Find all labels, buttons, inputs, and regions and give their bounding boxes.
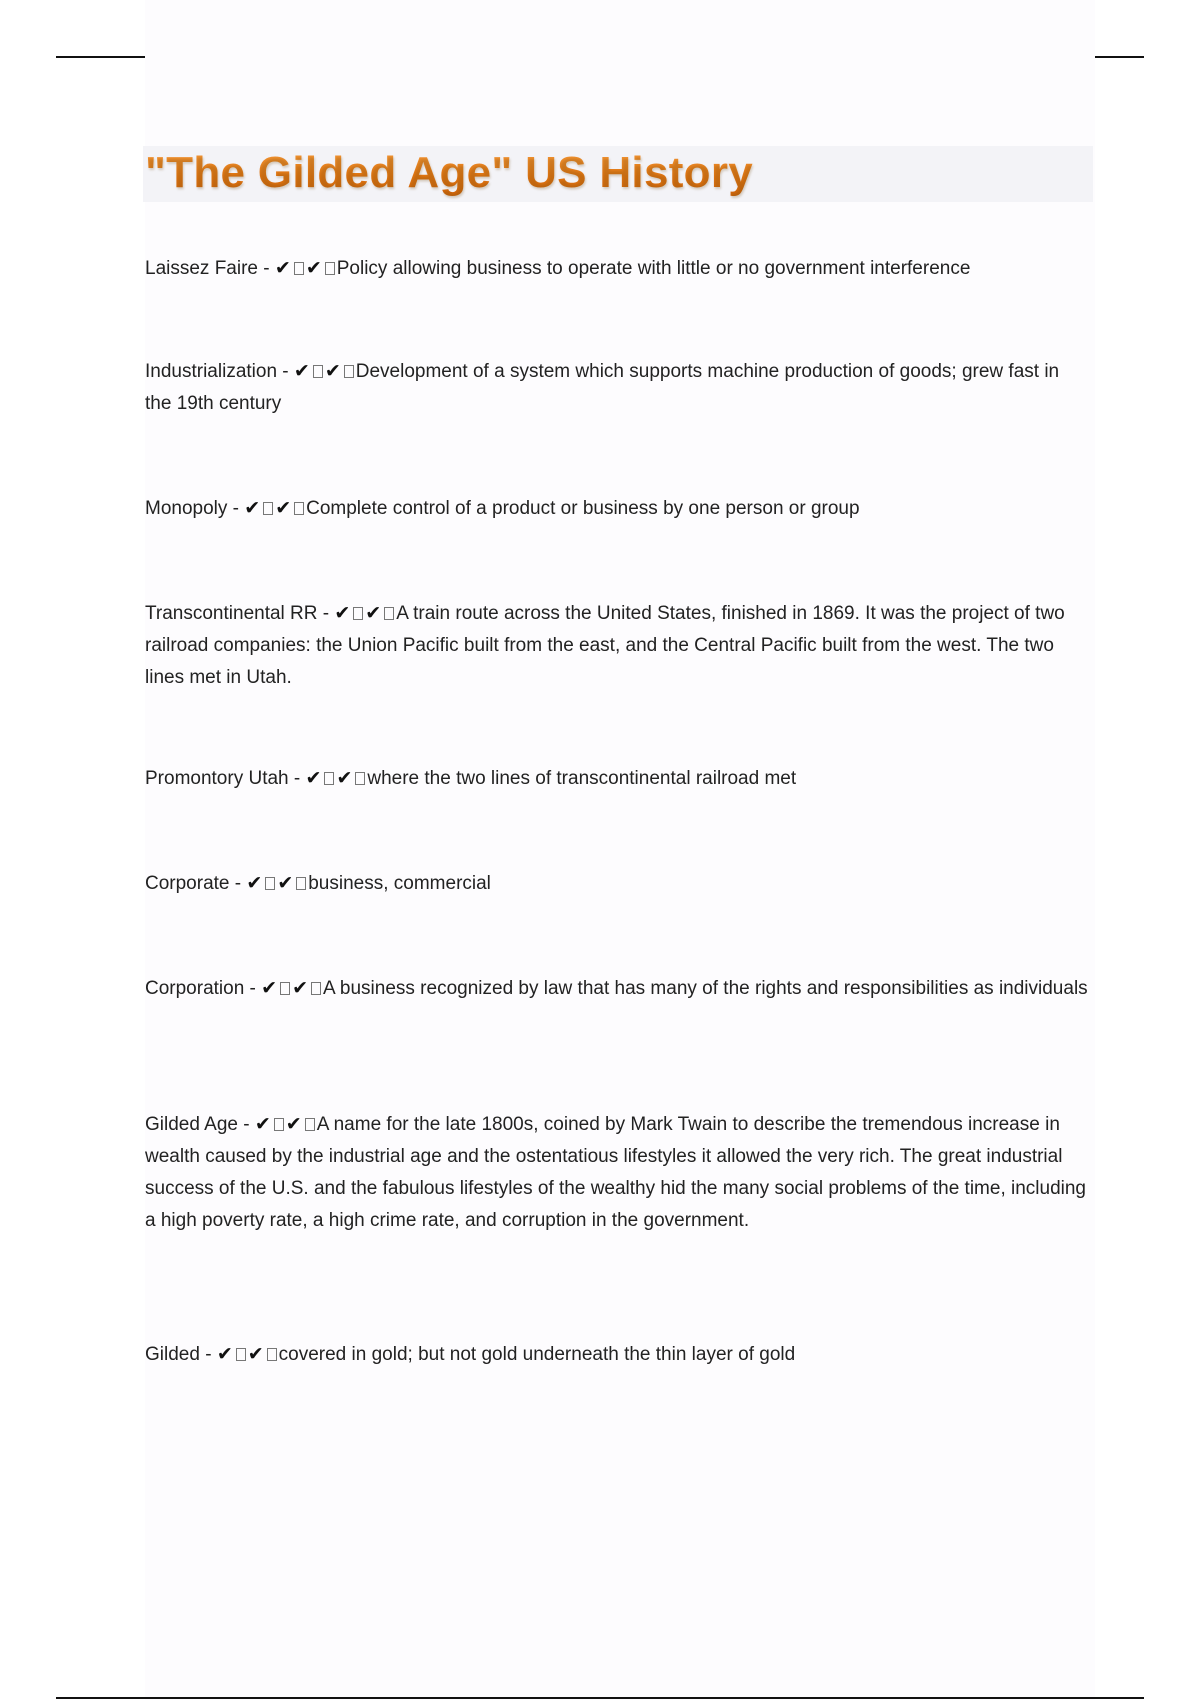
checkmark-icon: ✔ [247, 1343, 264, 1365]
checkmark-icon: ✔ [244, 497, 261, 519]
box-glyph-icon [353, 607, 363, 620]
box-glyph-icon [263, 502, 273, 515]
checkmark-icon: ✔ [277, 872, 294, 894]
glossary-entry [145, 972, 1090, 1005]
entry-definition: Policy allowing business to operate with little or no government interference [336, 258, 971, 279]
checkmark-icon: ✔ [275, 497, 292, 519]
box-glyph-icon [296, 877, 306, 890]
entry-term: Laissez Faire [145, 258, 258, 279]
checkmark-icon: ✔ [246, 872, 263, 894]
checkmark-icon: ✔ [274, 257, 291, 279]
entry-term: Gilded [145, 1344, 200, 1365]
checkmark-icon: ✔ [305, 767, 322, 789]
glossary-entry [145, 597, 1090, 694]
entry-term: Monopoly [145, 498, 228, 519]
checkmark-icon: ✔ [336, 767, 353, 789]
entry-separator: - [244, 978, 262, 999]
entry-definition: covered in gold; but not gold underneath the thin layer of gold [278, 1344, 796, 1365]
entry-definition: Complete control of a product or business by one person or group [306, 498, 860, 519]
entry-definition: where the two lines of transcontinental railroad met [367, 768, 797, 789]
box-glyph-icon [265, 877, 275, 890]
entry-term: Corporate [145, 873, 230, 894]
box-glyph-icon [267, 1348, 277, 1361]
entry-separator: - [277, 361, 294, 382]
checkmark-icon: ✔ [305, 257, 322, 279]
glossary-entry [145, 762, 1090, 795]
entry-term: Transcontinental RR [145, 603, 318, 624]
entry-definition: A name for the late 1800s, coined by Mark Twain to describe the tremendous increase in wealth caused by the industrial age and the ostentatious lifestyles it allowed the very rich. The great industrial success of the U.S. and the fabulous lifestyles of the wealthy hid the many social problems of the time, including a high poverty rate, a high crime rate, and corruption in the government. [145, 1114, 1087, 1231]
glossary-entry [145, 252, 1090, 285]
page-title: "The Gilded Age" US History [145, 145, 753, 201]
box-glyph-icon [305, 1118, 315, 1131]
glossary-entry [145, 1108, 1090, 1237]
checkmark-icon: ✔ [293, 360, 310, 382]
box-glyph-icon [313, 365, 323, 378]
box-glyph-icon [355, 772, 365, 785]
entry-separator: - [199, 1344, 217, 1365]
entry-separator: - [227, 498, 245, 519]
box-glyph-icon [324, 772, 334, 785]
bottom-rule [56, 1697, 1144, 1699]
glossary-entry [145, 867, 1090, 900]
entry-definition: A business recognized by law that has many of the rights and responsibilities as individuals [323, 978, 1088, 999]
box-glyph-icon [325, 262, 335, 275]
box-glyph-icon [344, 365, 354, 378]
entry-definition: Development of a system which supports machine production of goods; grew fast in the 19th century [145, 361, 1060, 414]
glossary-entry [145, 492, 1090, 525]
entry-separator: - [288, 768, 306, 789]
entry-definition: business, commercial [308, 873, 491, 894]
box-glyph-icon [294, 502, 304, 515]
checkmark-icon: ✔ [254, 1113, 271, 1135]
box-glyph-icon [236, 1348, 246, 1361]
entry-term: Industrialization [145, 361, 278, 382]
entry-term: Promontory Utah [145, 768, 289, 789]
box-glyph-icon [280, 982, 290, 995]
checkmark-icon: ✔ [365, 602, 382, 624]
entry-term: Gilded Age [145, 1114, 238, 1135]
box-glyph-icon [384, 607, 394, 620]
checkmark-icon: ✔ [334, 602, 351, 624]
glossary-entry [145, 355, 1090, 420]
box-glyph-icon [294, 262, 304, 275]
checkmark-icon: ✔ [285, 1113, 302, 1135]
entry-separator: - [237, 1114, 255, 1135]
checkmark-icon: ✔ [261, 977, 278, 999]
box-glyph-icon [274, 1118, 284, 1131]
entry-separator: - [229, 873, 247, 894]
checkmark-icon: ✔ [216, 1343, 233, 1365]
entry-separator: - [317, 603, 335, 624]
entry-separator: - [258, 258, 275, 279]
entry-definition: A train route across the United States, finished in 1869. It was the project of two railroad companies: the Union Pacific built from the east, and the Central Pacific built from the west. The two lines met in Utah. [145, 603, 1065, 688]
entry-term: Corporation [145, 978, 245, 999]
box-glyph-icon [311, 982, 321, 995]
checkmark-icon: ✔ [324, 360, 341, 382]
checkmark-icon: ✔ [292, 977, 309, 999]
glossary-entry [145, 1338, 1090, 1371]
